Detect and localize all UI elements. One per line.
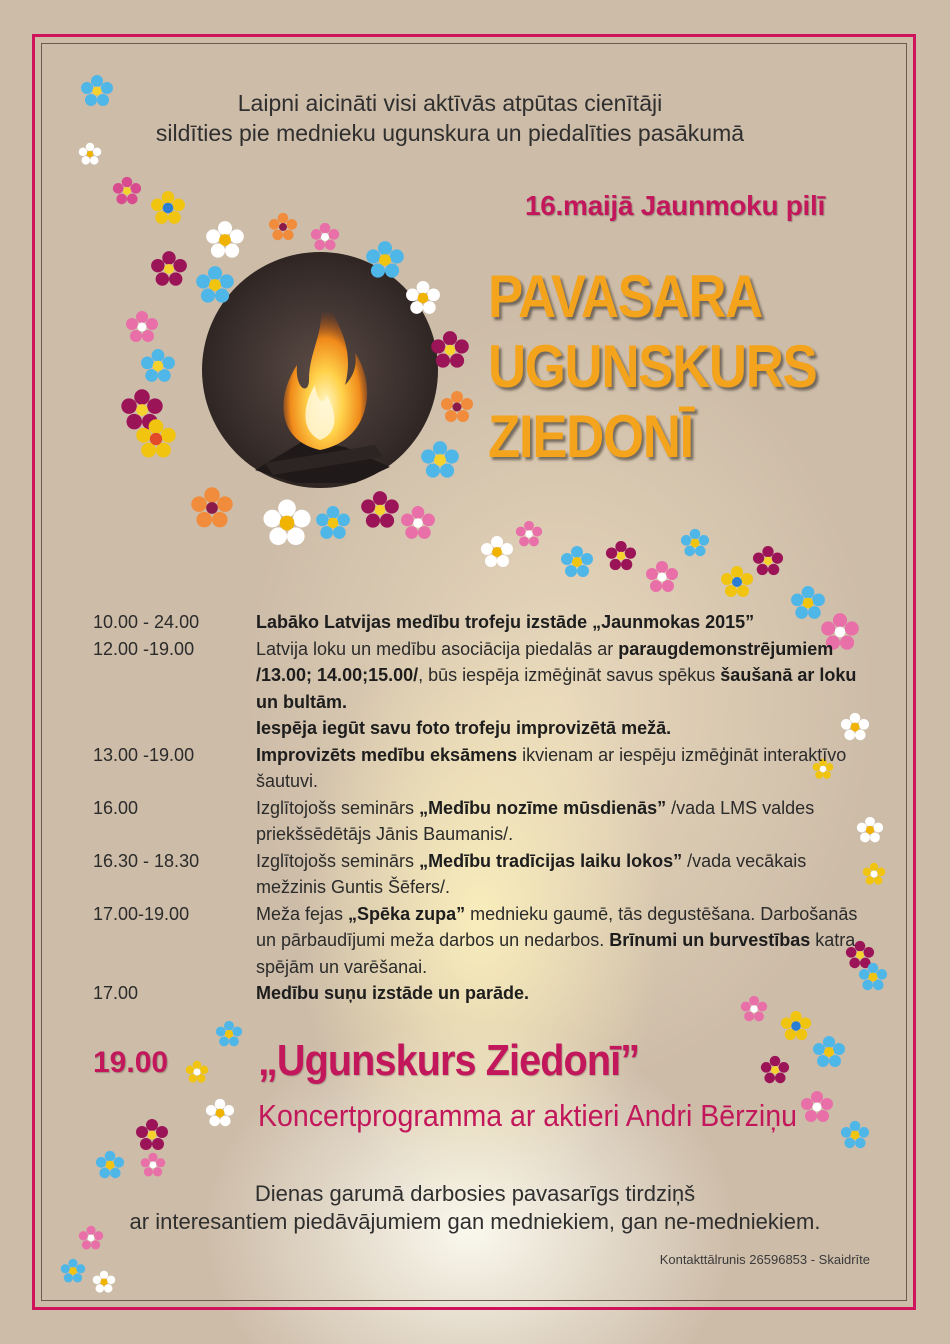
schedule-time: 17.00 (93, 983, 139, 1003)
schedule-time: 16.00 (93, 797, 139, 818)
flower-icon (560, 545, 594, 584)
flower-icon (92, 1270, 116, 1299)
flower-icon (480, 535, 514, 574)
schedule-description (256, 848, 871, 901)
flower-icon (80, 74, 114, 113)
intro-line-2: sildīties pie mednieku ugunskura un piedalīties pasākumā (155, 120, 745, 146)
flower-icon (78, 142, 102, 171)
flower-icon (605, 540, 637, 577)
evening-event-time: 19.00 (93, 1046, 169, 1079)
flower-icon (430, 330, 470, 375)
schedule-text-part: Medību suņu izstāde un parāde. (256, 983, 530, 1003)
intro-line-1: Laipni aicināti visi aktīvās atpūtas cienītāji (237, 90, 663, 116)
flower-icon (185, 1060, 209, 1089)
flower-icon (760, 1055, 790, 1090)
flower-icon (800, 1090, 834, 1129)
flower-icon (420, 440, 460, 485)
schedule-row (93, 901, 873, 981)
flower-icon (205, 220, 245, 265)
flower-icon (190, 486, 234, 535)
flower-icon (405, 280, 441, 321)
schedule-description (256, 980, 871, 1007)
schedule-text-part: Meža fejas (256, 903, 349, 924)
flower-icon (268, 212, 298, 247)
schedule-text-part: paraugdemonstrējumiem /13.00; 14.00;15.00/ (256, 638, 834, 685)
schedule-text-part: katra spējām un varēšanai. (256, 930, 856, 977)
flower-icon (195, 265, 235, 310)
flower-icon (360, 490, 400, 535)
flower-icon (60, 1258, 86, 1289)
schedule-text-part: Latvija loku un medību asociācija piedalās ar (256, 638, 619, 659)
schedule-row (93, 636, 873, 716)
schedule-time: 12.00 -19.00 (93, 638, 195, 659)
evening-event-subtitle: Koncertprogramma ar aktieri Andri Bērziņu (258, 1098, 797, 1133)
flower-icon (205, 1098, 235, 1133)
schedule-text-part: Izglītojošs seminārs (256, 797, 420, 818)
contact-phone: Kontakttālrunis 26596853 - Skaidrīte (659, 1252, 870, 1267)
flower-icon (310, 222, 340, 257)
schedule-text-part: šaušanā ar loku un bultām. (256, 665, 857, 712)
schedule-time: 10.00 - 24.00 (93, 612, 200, 632)
flower-icon (140, 1152, 166, 1183)
schedule-description (256, 609, 871, 636)
schedule-text-part: Labāko Latvijas medību trofeju izstāde „Jaunmokas 2015” (256, 612, 755, 632)
schedule-time: 16.30 - 18.30 (93, 850, 200, 871)
evening-event-title: „Ugunskurs Ziedonī” (258, 1036, 640, 1085)
schedule-text-part: Brīnumi un burvestības (609, 930, 811, 950)
flower-icon (752, 545, 784, 582)
flower-icon (400, 505, 436, 546)
outro-line-2: ar interesantiem piedāvājumiem gan medniekiem, gan ne-medniekiem. (129, 1209, 821, 1234)
schedule-time: 17.00-19.00 (93, 903, 190, 924)
flower-icon (125, 310, 159, 349)
flower-icon (720, 565, 754, 604)
schedule-row (93, 980, 873, 1007)
flower-icon (812, 1035, 846, 1074)
flower-icon (315, 505, 351, 546)
date-place: 16.maijā Jaunmoku pilī (525, 190, 825, 221)
schedule-row (93, 609, 873, 636)
flower-icon (140, 348, 176, 389)
flower-icon (150, 190, 186, 231)
flower-icon (440, 390, 474, 429)
flower-icon (645, 560, 679, 599)
schedule-text-part: ikvienam ar iespēju izmēģināt interaktīvo šautuvi. (256, 744, 847, 791)
schedule-text-part: /vada LMS valdes priekšsēdētājs Jānis Baumanis/. (256, 797, 815, 844)
schedule-text-part: „Spēka zupa” (348, 903, 466, 924)
schedule-text-part: Izglītojošs seminārs (256, 850, 420, 871)
schedule-text-part: „Medību tradīcijas laiku lokos” (419, 850, 683, 871)
outro-line-1: Dienas garumā darbosies pavasarīgs tirdziņš (254, 1181, 696, 1206)
title-line-1: PAVASARA (488, 263, 762, 330)
schedule-text-part: , būs iespēja izmēģināt savus spēkus (418, 665, 721, 685)
flower-icon (515, 520, 543, 553)
schedule-row (93, 795, 873, 848)
flower-icon (135, 418, 177, 465)
flower-icon (365, 240, 405, 285)
schedule-description (256, 742, 871, 795)
event-main-title (488, 262, 840, 472)
schedule-time (93, 715, 256, 742)
intro-text (70, 88, 830, 148)
flower-icon (262, 498, 312, 553)
flower-icon (112, 176, 142, 211)
schedule-description (256, 901, 871, 981)
title-line-2: UGUNSKURS (488, 333, 817, 400)
schedule-row (93, 742, 873, 795)
schedule-description (256, 795, 871, 848)
schedule-text-part: Improvizēts medību eksāmens (256, 744, 518, 765)
outro-text (40, 1180, 910, 1236)
title-line-3: ZIEDONĪ (488, 403, 693, 470)
flower-icon (150, 250, 188, 293)
schedule-row (93, 848, 873, 901)
schedule-text-part: „Medību nozīme mūsdienās” (419, 797, 667, 818)
schedule-row (93, 715, 873, 742)
schedule-text-part: /vada vecākais mežzinis Guntis Šēfers/. (256, 850, 807, 897)
flower-icon (780, 1010, 812, 1047)
flower-icon (840, 1120, 870, 1155)
flower-icon (215, 1020, 243, 1053)
schedule-list (93, 609, 873, 1007)
schedule-text-part: Iespēja iegūt savu foto trofeju improvizētā mežā. (256, 718, 672, 738)
schedule-description (256, 636, 871, 716)
schedule-text-part: mednieku gaumē, tās degustēšana. Darbošanās un pārbaudījumi meža darbos un nedarbos. (256, 903, 858, 950)
schedule-description (256, 715, 871, 742)
schedule-time: 13.00 -19.00 (93, 744, 195, 765)
flower-icon (680, 528, 710, 563)
